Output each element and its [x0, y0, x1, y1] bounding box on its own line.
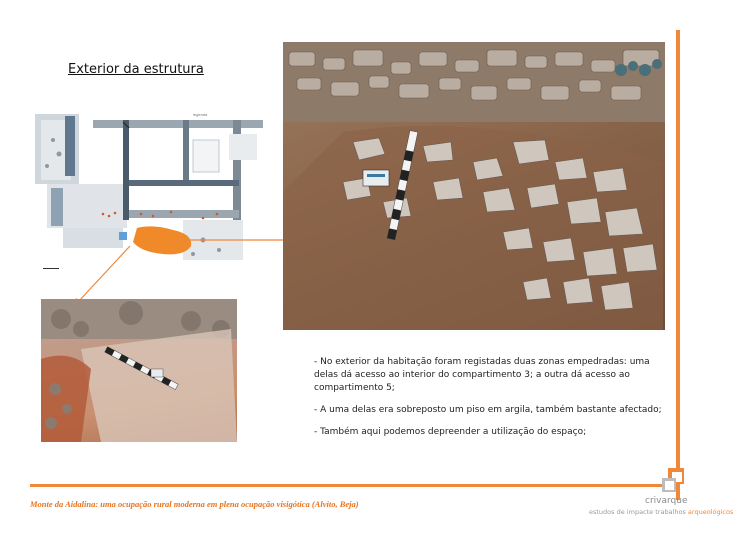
description-text — [314, 356, 664, 448]
bullet-1: - No exterior da habitação foram registadas duas zonas empedradas: uma delas dá acesso ao interior do compartimento 3; a outra dá acesso ao compartimento 5; — [314, 357, 650, 393]
slide-title: Exterior da estrutura — [68, 62, 204, 77]
logo-name: crivarque — [645, 496, 688, 506]
excavation-photo-stones — [283, 42, 665, 330]
bullet-2: - A uma delas era sobreposto um piso em argila, também bastante afectado; — [314, 405, 662, 415]
svg-text:legenda: legenda — [193, 112, 208, 117]
connector-arrow — [170, 232, 300, 248]
logo-tagline-grey: estudos de impacte trabalhos — [589, 508, 688, 516]
frame-line-vertical — [676, 30, 680, 500]
logo-tagline-orange: arqueológicos — [687, 508, 733, 516]
bullet-3: - Também aqui podemos depreender a utilização do espaço; — [314, 427, 587, 437]
logo-tagline — [589, 508, 733, 516]
footer-title: Monte da Aidalina: uma ocupação rural moderna em plena ocupação visigótica (Alvito, Beja) — [30, 499, 359, 509]
excavation-photo-clay-floor — [41, 299, 237, 442]
frame-line-horizontal — [30, 484, 680, 487]
crivarque-logo-icon — [648, 466, 692, 496]
